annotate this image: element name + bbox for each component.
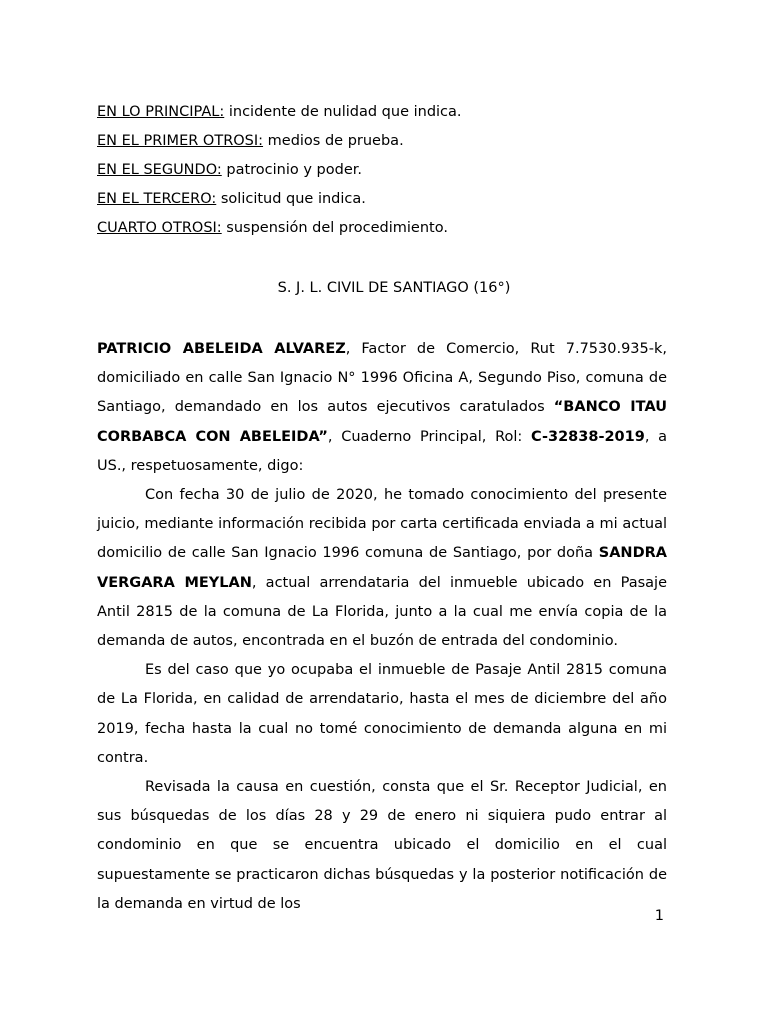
sumilla-label: EN LO PRINCIPAL:: [97, 104, 225, 120]
sumilla-line-cuarto-otrosi: [97, 218, 677, 247]
sumilla-label: EN EL TERCERO:: [97, 191, 217, 207]
sumilla-label: CUARTO OTROSI:: [97, 220, 222, 236]
sumilla-line-tercero: [97, 189, 677, 218]
sumilla-text: patrocinio y poder.: [221, 162, 362, 178]
sumilla-text: incidente de nulidad que indica.: [224, 104, 462, 120]
paragraph-1: [97, 481, 667, 656]
case-caption: “BANCO ITAU CORBABCA CON ABELEIDA”: [97, 399, 667, 445]
sumilla-line-primer-otrosi: [97, 131, 677, 160]
paragraph-text: , actual arrendataria del inmueble ubicado en Pasaje Antil 2815 de la comuna de La Florida, junto a la cual me envía copia de la demanda de autos, encontrada en el buzón de entrada del condominio.: [97, 574, 667, 650]
document-body: [97, 335, 667, 919]
intro-paragraph: [97, 335, 667, 481]
sumilla-text: solicitud que indica.: [216, 191, 366, 207]
sumilla-text: medios de prueba.: [263, 133, 404, 149]
intro-text: , Cuaderno Principal, Rol:: [327, 428, 531, 445]
party-name: PATRICIO ABELEIDA ALVAREZ: [97, 341, 346, 357]
third-party-name: SANDRA VERGARA MEYLAN: [97, 545, 667, 591]
paragraph-3: Revisada la causa en cuestión, consta que el Sr. Receptor Judicial, en sus búsquedas de los días 28 y 29 de enero ni siquiera pudo entrar al condominio en que se encuentra ubicado el domicilio en el cual supuestamente se practicaron dichas búsquedas y la posterior notificación de la demanda en virtud de los: [97, 779, 667, 912]
page-number: 1: [654, 908, 664, 924]
sumilla-label: EN EL PRIMER OTROSI:: [97, 133, 264, 149]
paragraph-text: Con fecha 30 de julio de 2020, he tomado conocimiento del presente juicio, mediante información recibida por carta certificada enviada a mi actual domicilio de calle San Ignacio 1996 comuna de Santiago, por doña: [97, 487, 667, 562]
court-heading: S. J. L. CIVIL DE SANTIAGO (16°): [277, 280, 511, 296]
sumilla-line-principal: [97, 102, 677, 131]
sumilla-label: EN EL SEGUNDO:: [97, 162, 222, 178]
sumilla-block: [97, 102, 677, 247]
sumilla-text: suspensión del procedimiento.: [221, 220, 448, 236]
intro-text: , a US., respetuosamente, digo:: [97, 428, 668, 474]
paragraph-2: Es del caso que yo ocupaba el inmueble de Pasaje Antil 2815 comuna de La Florida, en calidad de arrendatario, hasta el mes de diciembre del año 2019, fecha hasta la cual no tomé conocimiento de demanda alguna en mi contra.: [97, 662, 667, 766]
case-rol: C-32838-2019: [531, 428, 645, 445]
intro-text: , Factor de Comercio, Rut 7.7530.935-k, domiciliado en calle San Ignacio N° 1996 Oficina A, Segundo Piso, comuna de Santiago, demandado en los autos ejecutivos caratulados: [97, 341, 667, 416]
sumilla-line-segundo: [97, 160, 677, 189]
